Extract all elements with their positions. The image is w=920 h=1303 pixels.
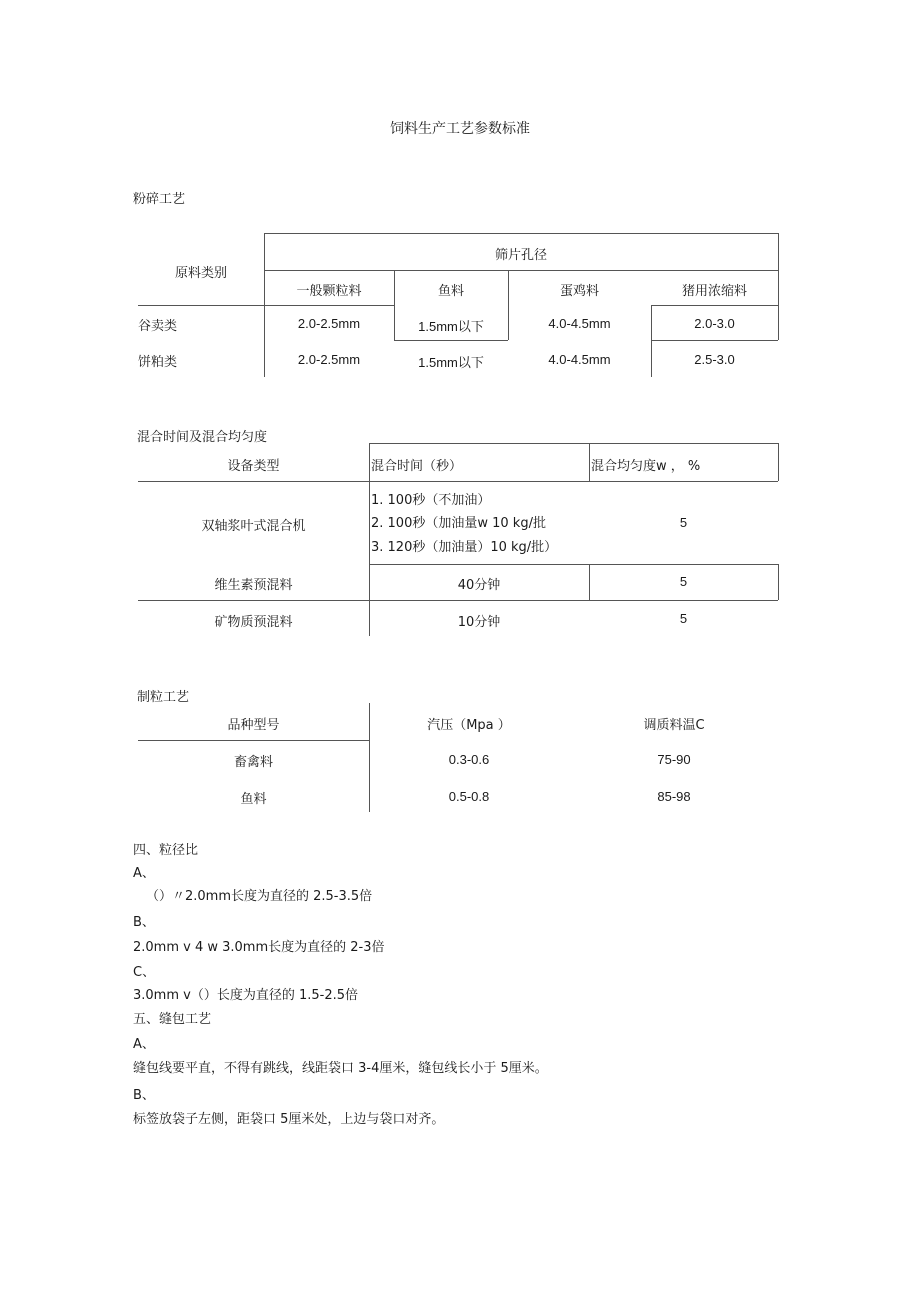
ratio-text: （）〃2.0mm长度为直径的 2.5-3.5倍 — [146, 889, 373, 904]
table-cell: 0.3-0.6 — [448, 752, 490, 767]
table-cell: 4.0-4.5mm — [548, 352, 611, 367]
table-cell: 85-98 — [657, 789, 691, 804]
table-cell: 2.5-3.0 — [694, 352, 735, 367]
equipment-name: 双轴浆叶式混合机 — [201, 519, 306, 534]
page-title: 饲料生产工艺参数标准 — [390, 121, 530, 137]
ratio-label: C、 — [133, 965, 156, 980]
ratio-heading: 四、粒径比 — [133, 843, 199, 858]
crushing-heading: 粉碎工艺 — [133, 192, 186, 207]
subcol-fish: 鱼料 — [437, 284, 464, 299]
bagging-heading: 五、缝包工艺 — [133, 1012, 212, 1027]
ratio-text: 3.0mm v（）长度为直径的 1.5-2.5倍 — [133, 988, 358, 1003]
ratio-label: A、 — [133, 866, 155, 881]
pelleting-heading: 制粒工艺 — [137, 690, 190, 705]
ratio-text: 2.0mm v 4 w 3.0mm长度为直径的 2-3倍 — [133, 940, 385, 955]
mix-time-value: 10分钟 — [457, 615, 501, 630]
bagging-label: B、 — [133, 1088, 155, 1103]
col-variety-header: 品种型号 — [227, 718, 280, 733]
col-time-header: 混合时间（秒） — [371, 459, 463, 474]
uniformity-value: 5 — [679, 515, 688, 530]
mix-time-line: 1. 100秒（不加油） — [371, 493, 491, 508]
subcol-general: 一般颗粒料 — [296, 284, 362, 299]
bagging-text: 标签放袋子左侧，距袋口 5厘米处，上边与袋口对齐。 — [133, 1112, 445, 1127]
equipment-name: 维生素预混料 — [214, 578, 293, 593]
table-cell: 2.0-3.0 — [694, 316, 735, 331]
col-material-header: 原料类别 — [174, 266, 227, 281]
table-row-label: 饼粕类 — [138, 355, 178, 370]
mix-time-line: 2. 100秒（加油量w 10 kg/批 — [371, 516, 546, 531]
col-pressure-header: 汽压（Mpa ） — [427, 718, 511, 733]
table-row-label: 鱼料 — [240, 792, 267, 807]
bagging-label: A、 — [133, 1037, 155, 1052]
mix-time-line: 3. 120秒（加油量）10 kg/批） — [371, 540, 558, 555]
mixing-heading: 混合时间及混合均匀度 — [137, 430, 268, 445]
table-row-label: 畜禽料 — [233, 755, 273, 770]
col-temp-header: 调质料温C — [643, 718, 705, 733]
equipment-name: 矿物质预混料 — [214, 615, 293, 630]
bagging-text: 缝包线要平直，不得有跳线，线距袋口 3-4厘米，缝包线长小于 5厘米。 — [133, 1061, 548, 1076]
table-cell: 4.0-4.5mm — [548, 316, 611, 331]
ratio-label: B、 — [133, 915, 155, 930]
table-row-label: 谷卖类 — [138, 319, 178, 334]
table-cell: 0.5-0.8 — [448, 789, 490, 804]
uniformity-value: 5 — [679, 611, 688, 626]
mix-time-value: 40分钟 — [457, 578, 501, 593]
table-cell: 2.0-2.5mm — [297, 352, 361, 367]
col-sieve-header: 筛片孔径 — [494, 248, 547, 263]
table-cell: 75-90 — [657, 752, 691, 767]
col-uniformity-header: 混合均匀度w ， % — [591, 459, 701, 474]
col-equipment-header: 设备类型 — [227, 459, 280, 474]
subcol-pig: 猪用浓缩料 — [681, 284, 747, 299]
table-cell: 2.0-2.5mm — [297, 316, 361, 331]
uniformity-value: 5 — [679, 574, 688, 589]
table-cell: 1.5mm以下 — [418, 319, 484, 334]
subcol-layer: 蛋鸡料 — [559, 284, 599, 299]
table-cell: 1.5mm以下 — [418, 355, 484, 370]
